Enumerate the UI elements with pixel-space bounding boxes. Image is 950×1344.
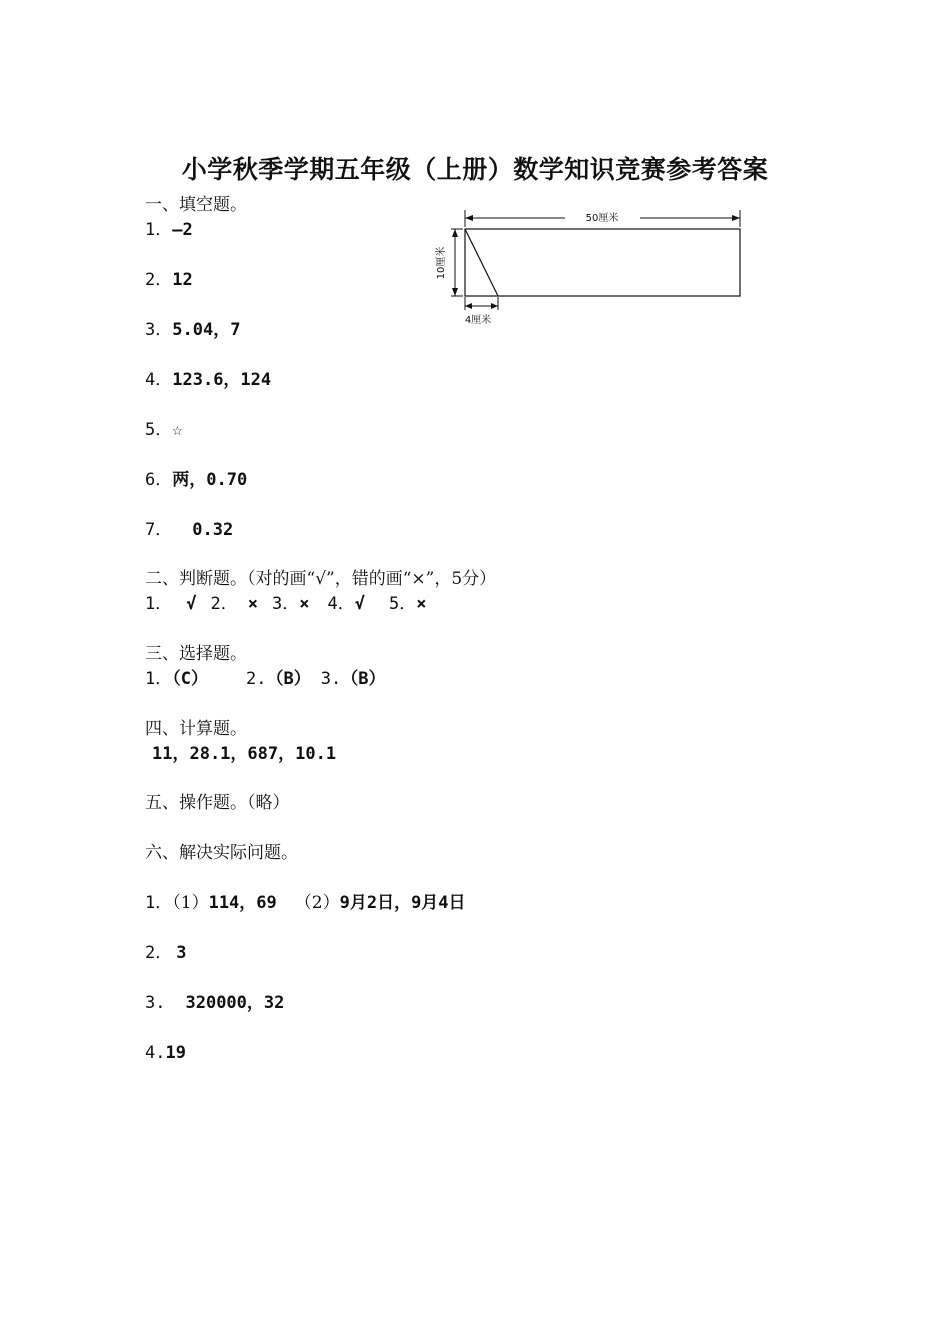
item-answer: （C） bbox=[172, 669, 208, 689]
item-number: 2． bbox=[145, 270, 173, 290]
item-answer: 320000，32 bbox=[185, 993, 285, 1013]
item-answer: 两，0.70 bbox=[172, 470, 248, 490]
item-answer: 123.6，124 bbox=[172, 370, 272, 390]
item-number: 3. bbox=[320, 669, 342, 689]
page-title: 小学秋季学期五年级（上册）数学知识竞赛参考答案 bbox=[181, 155, 769, 184]
item-number: 2． bbox=[145, 943, 173, 963]
item-number: 1． bbox=[145, 893, 173, 913]
part-label: （1） bbox=[172, 893, 209, 913]
section-4-heading: 四、计算题。 bbox=[145, 719, 247, 739]
item-number: 1． bbox=[145, 220, 173, 240]
item-answer: 19 bbox=[165, 1043, 186, 1063]
s1-item-1 bbox=[145, 219, 193, 241]
s6-item-2 bbox=[145, 942, 187, 964]
item-number: 4． bbox=[145, 370, 173, 390]
section-2-heading: 二、判断题。（对的画“√”，错的画“×”，5分） bbox=[145, 569, 497, 589]
item-answer: 3 bbox=[176, 943, 187, 963]
section-1-heading: 一、填空题。 bbox=[145, 195, 247, 215]
item-answer: 0.32 bbox=[192, 520, 234, 540]
item-number: 6． bbox=[145, 470, 173, 490]
star-icon: ☆ bbox=[172, 420, 183, 440]
s2-answers bbox=[145, 593, 427, 615]
section-6-heading: 六、解决实际问题。 bbox=[145, 843, 298, 863]
cross-icon: × bbox=[299, 594, 310, 614]
s4-answer bbox=[152, 743, 336, 765]
item-answer: （B） bbox=[341, 669, 386, 689]
s6-item-1 bbox=[145, 892, 466, 914]
s1-item-5 bbox=[145, 419, 183, 441]
s1-item-4 bbox=[145, 369, 271, 391]
cross-icon: × bbox=[247, 594, 258, 614]
section-5-heading: 五、操作题。（略） bbox=[145, 793, 290, 813]
item-answer: （B） bbox=[266, 669, 311, 689]
item-number: 7． bbox=[145, 520, 173, 540]
rectangle-triangle-diagram bbox=[425, 200, 755, 330]
check-icon: √ bbox=[354, 594, 365, 614]
item-number: 3. bbox=[145, 993, 166, 1013]
item-number: 4． bbox=[327, 594, 355, 614]
item-answer: 12 bbox=[172, 270, 193, 290]
item-number: 5． bbox=[389, 594, 417, 614]
item-number: 3． bbox=[145, 320, 173, 340]
item-number: 2. bbox=[246, 669, 267, 689]
section-3-heading: 三、选择题。 bbox=[145, 644, 247, 664]
s1-item-2 bbox=[145, 269, 193, 291]
s3-answers bbox=[145, 668, 385, 690]
cross-icon: × bbox=[416, 594, 427, 614]
item-answer: 114，69 bbox=[208, 893, 277, 913]
part-label: （2） bbox=[294, 893, 340, 913]
item-number: 4. bbox=[145, 1043, 166, 1063]
width-label: 50厘米 bbox=[585, 213, 619, 224]
item-answer: 11，28.1，687，10.1 bbox=[152, 744, 337, 764]
s1-item-6 bbox=[145, 469, 247, 491]
item-number: 2． bbox=[210, 594, 238, 614]
check-icon: √ bbox=[186, 594, 197, 614]
s6-item-3 bbox=[145, 992, 284, 1014]
item-number: 3． bbox=[272, 594, 300, 614]
height-label: 10厘米 bbox=[436, 246, 447, 280]
base-label: 4厘米 bbox=[464, 315, 492, 326]
item-number: 1． bbox=[145, 594, 173, 614]
item-answer: 5.04，7 bbox=[172, 320, 241, 340]
s1-item-7 bbox=[145, 519, 233, 541]
item-answer: 9月2日，9月4日 bbox=[339, 893, 466, 913]
item-answer: —2 bbox=[172, 220, 193, 240]
item-number: 1． bbox=[145, 669, 173, 689]
s1-item-3 bbox=[145, 319, 240, 341]
s6-item-4 bbox=[145, 1042, 186, 1064]
item-number: 5． bbox=[145, 420, 173, 440]
